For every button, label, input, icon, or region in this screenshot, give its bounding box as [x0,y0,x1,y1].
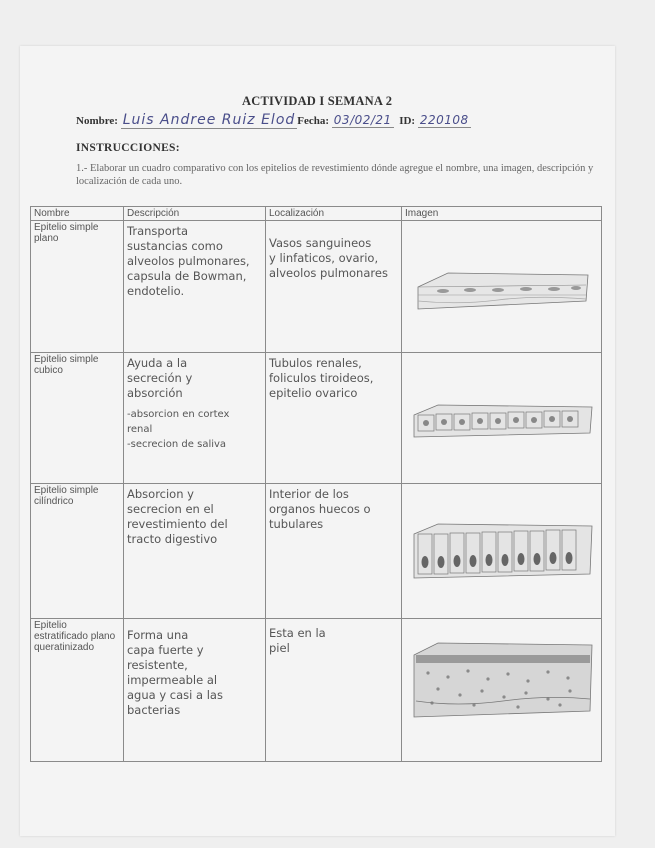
description-line: capsula de Bowman, [127,269,247,283]
description-line: secreción y [127,371,193,385]
name-value: Luis Andree Ruiz Elod [122,112,296,128]
description-line: Transporta [127,224,189,238]
description-line: -absorcion en cortex [127,409,230,420]
location-line: epitelio ovarico [269,386,358,400]
student-info-line [76,112,596,128]
row-name: Epitelio simple cilíndrico [31,484,124,619]
description-line: capa fuerte y [127,643,204,657]
row-location [266,484,402,619]
description-line: impermeable al [127,673,218,687]
header-imagen: Imagen [402,207,602,221]
description-line: renal [127,424,153,435]
row-name: Epitelio simple plano [31,221,124,353]
instructions-heading: INSTRUCCIONES: [76,142,180,154]
location-line: alveolos pulmonares [269,266,388,280]
location-line: foliculos tiroideos, [269,371,374,385]
row-image-cell [402,353,602,484]
location-line: organos huecos o [269,502,371,516]
row-location [266,221,402,353]
row-name: Epitelio simple cubico [31,353,124,484]
row-description [124,619,266,762]
id-label: ID: [399,115,416,127]
table-row [31,619,602,762]
location-line: tubulares [269,517,324,531]
simple-cuboidal-illustration [408,401,596,441]
description-line: Ayuda a la [127,356,188,370]
description-line: sustancias como [127,239,223,253]
description-line: tracto digestivo [127,532,218,546]
description-line: Forma una [127,628,189,642]
stratified-squamous-illustration [408,641,596,721]
instructions-text: 1.- Elaborar un cuadro comparativo con los epitelios de revestimiento dónde agregue el nombre, una imagen, descripción y localización de cada uno. [76,163,594,187]
name-label: Nombre: [76,115,118,127]
location-line: Interior de los [269,487,349,501]
description-line: Absorcion y [127,487,194,501]
id-value: 220108 [419,113,469,127]
date-value: 03/02/21 [333,113,392,127]
header-nombre: Nombre [31,207,124,221]
row-description [124,221,266,353]
description-line: endotelio. [127,284,185,298]
location-line: y linfaticos, ovario, [269,251,379,265]
location-line: Esta en la [269,626,326,640]
simple-columnar-illustration [408,522,596,582]
description-line: alveolos pulmonares, [127,254,250,268]
description-line: revestimiento del [127,517,228,531]
date-label: Fecha: [297,115,330,127]
location-line: piel [269,641,290,655]
row-location [266,353,402,484]
description-line: agua y casi a las [127,688,223,702]
header-localizacion: Localización [266,207,402,221]
location-line: Tubulos renales, [269,356,362,370]
description-line: bacterias [127,703,181,717]
location-line: Vasos sanguineos [269,236,372,250]
table-row [31,221,602,353]
row-image-cell [402,619,602,762]
table-header-row [31,207,602,221]
row-image-cell [402,221,602,353]
row-image-cell [402,484,602,619]
row-description [124,353,266,484]
page-title: ACTIVIDAD I SEMANA 2 [242,94,393,108]
table-row [31,484,602,619]
description-line: absorción [127,386,183,400]
simple-squamous-illustration [408,265,594,315]
row-name: Epitelio estratificado plano queratinizado [31,619,124,762]
table-row [31,353,602,484]
row-description [124,484,266,619]
row-location [266,619,402,762]
description-line: -secrecion de saliva [127,439,227,450]
header-descripcion: Descripción [124,207,266,221]
comparison-table [30,206,602,762]
description-line: secrecion en el [127,502,214,516]
description-line: resistente, [127,658,188,672]
